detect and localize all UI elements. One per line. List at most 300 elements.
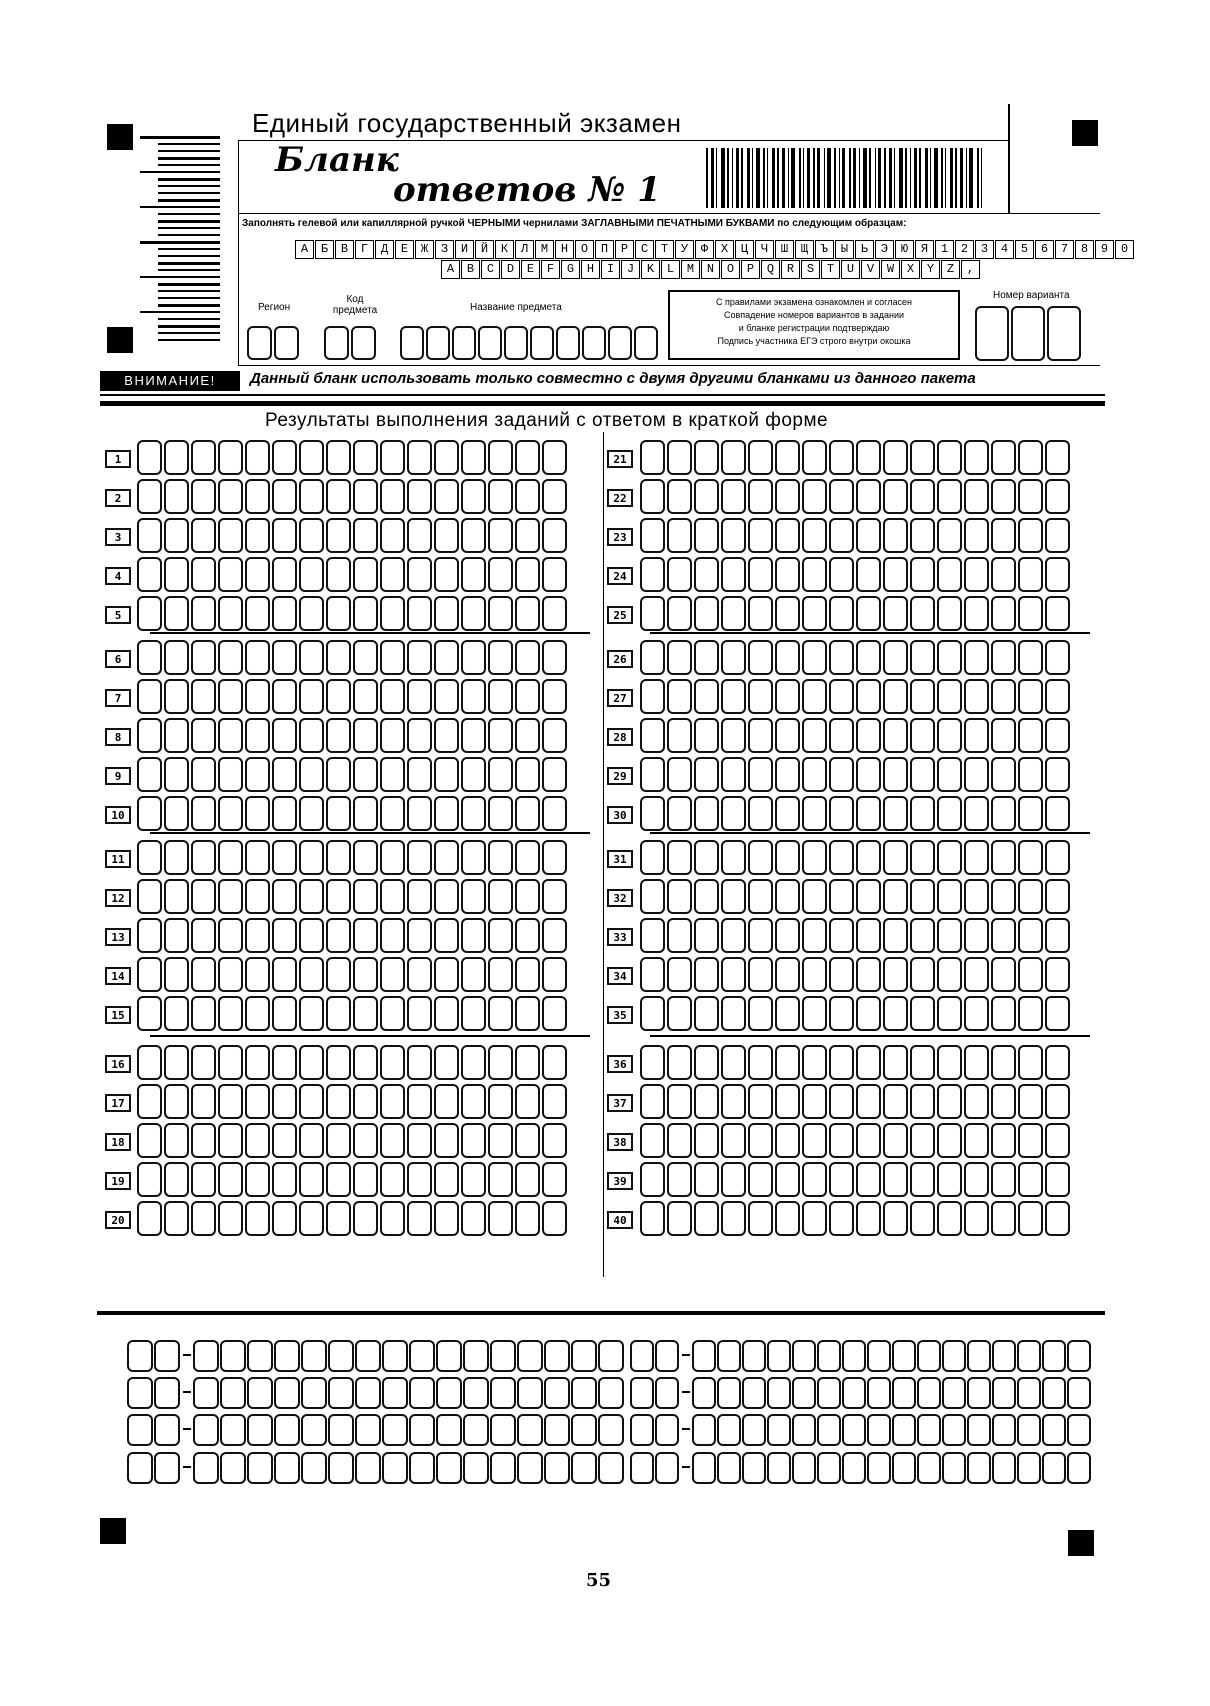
replace-cell[interactable] xyxy=(301,1377,327,1409)
answer-cell[interactable] xyxy=(694,1045,719,1080)
answer-cell[interactable] xyxy=(272,679,297,714)
answer-cell[interactable] xyxy=(407,879,432,914)
replace-cell[interactable] xyxy=(220,1340,246,1372)
answer-cell[interactable] xyxy=(137,640,162,675)
answer-cell[interactable] xyxy=(137,996,162,1031)
answer-cell[interactable] xyxy=(1018,996,1043,1031)
answer-cell[interactable] xyxy=(137,957,162,992)
replace-cell[interactable] xyxy=(571,1377,597,1409)
answer-cell[interactable] xyxy=(407,1201,432,1236)
answer-cell[interactable] xyxy=(137,1201,162,1236)
answer-cell[interactable] xyxy=(910,1045,935,1080)
replace-cell[interactable] xyxy=(490,1377,516,1409)
replace-cell[interactable] xyxy=(127,1340,153,1372)
answer-cell[interactable] xyxy=(991,440,1016,475)
answer-cell[interactable] xyxy=(856,1201,881,1236)
answer-cell[interactable] xyxy=(640,1084,665,1119)
replace-cell[interactable] xyxy=(817,1340,841,1372)
answer-cell[interactable] xyxy=(380,596,405,631)
answer-cell[interactable] xyxy=(164,840,189,875)
answer-cell[interactable] xyxy=(640,718,665,753)
answer-cell[interactable] xyxy=(802,557,827,592)
replace-cell[interactable] xyxy=(717,1377,741,1409)
answer-cell[interactable] xyxy=(164,679,189,714)
answer-cell[interactable] xyxy=(380,918,405,953)
answer-cell[interactable] xyxy=(218,557,243,592)
answer-cell[interactable] xyxy=(910,996,935,1031)
answer-cell[interactable] xyxy=(667,640,692,675)
answer-cell[interactable] xyxy=(640,596,665,631)
answer-cell[interactable] xyxy=(191,1123,216,1158)
replace-cell[interactable] xyxy=(355,1340,381,1372)
answer-cell[interactable] xyxy=(829,479,854,514)
answer-cell[interactable] xyxy=(775,1201,800,1236)
replace-cell[interactable] xyxy=(382,1452,408,1484)
answer-cell[interactable] xyxy=(461,640,486,675)
answer-cell[interactable] xyxy=(515,796,540,831)
answer-cell[interactable] xyxy=(542,1084,567,1119)
answer-cell[interactable] xyxy=(380,518,405,553)
answer-cell[interactable] xyxy=(137,879,162,914)
answer-cell[interactable] xyxy=(883,757,908,792)
answer-cell[interactable] xyxy=(991,1201,1016,1236)
answer-cell[interactable] xyxy=(964,518,989,553)
answer-cell[interactable] xyxy=(802,479,827,514)
answer-cell[interactable] xyxy=(407,1162,432,1197)
answer-cell[interactable] xyxy=(1045,1084,1070,1119)
answer-cell[interactable] xyxy=(829,1201,854,1236)
replace-cell[interactable] xyxy=(892,1377,916,1409)
replace-cell[interactable] xyxy=(767,1377,791,1409)
answer-cell[interactable] xyxy=(299,757,324,792)
answer-cell[interactable] xyxy=(461,1045,486,1080)
answer-cell[interactable] xyxy=(1045,957,1070,992)
replace-cell[interactable] xyxy=(792,1377,816,1409)
answer-cell[interactable] xyxy=(272,1123,297,1158)
answer-cell[interactable] xyxy=(856,679,881,714)
answer-cell[interactable] xyxy=(964,596,989,631)
replace-cell[interactable] xyxy=(1017,1452,1041,1484)
answer-cell[interactable] xyxy=(721,718,746,753)
answer-cell[interactable] xyxy=(488,796,513,831)
answer-cell[interactable] xyxy=(326,557,351,592)
answer-cell[interactable] xyxy=(856,1123,881,1158)
replace-cell[interactable] xyxy=(942,1377,966,1409)
answer-cell[interactable] xyxy=(542,640,567,675)
answer-cell[interactable] xyxy=(991,879,1016,914)
answer-cell[interactable] xyxy=(1018,1162,1043,1197)
answer-cell[interactable] xyxy=(218,479,243,514)
answer-cell[interactable] xyxy=(937,1162,962,1197)
replace-cell[interactable] xyxy=(571,1452,597,1484)
replace-cell[interactable] xyxy=(767,1414,791,1446)
answer-cell[interactable] xyxy=(667,1084,692,1119)
answer-cell[interactable] xyxy=(802,879,827,914)
answer-cell[interactable] xyxy=(407,557,432,592)
answer-cell[interactable] xyxy=(326,757,351,792)
replace-cell[interactable] xyxy=(917,1377,941,1409)
replace-cell[interactable] xyxy=(742,1377,766,1409)
answer-cell[interactable] xyxy=(829,440,854,475)
answer-cell[interactable] xyxy=(694,796,719,831)
answer-cell[interactable] xyxy=(748,879,773,914)
answer-cell[interactable] xyxy=(191,996,216,1031)
answer-cell[interactable] xyxy=(434,596,459,631)
answer-cell[interactable] xyxy=(191,957,216,992)
answer-cell[interactable] xyxy=(272,1201,297,1236)
answer-cell[interactable] xyxy=(991,1162,1016,1197)
answer-cell[interactable] xyxy=(299,518,324,553)
variant-cell[interactable] xyxy=(1047,306,1081,361)
answer-cell[interactable] xyxy=(721,996,746,1031)
replace-cell[interactable] xyxy=(717,1452,741,1484)
answer-cell[interactable] xyxy=(461,596,486,631)
answer-cell[interactable] xyxy=(721,918,746,953)
replace-cell[interactable] xyxy=(193,1414,219,1446)
replace-cell[interactable] xyxy=(767,1452,791,1484)
answer-cell[interactable] xyxy=(856,879,881,914)
answer-cell[interactable] xyxy=(461,557,486,592)
answer-cell[interactable] xyxy=(694,596,719,631)
replace-cell[interactable] xyxy=(274,1340,300,1372)
answer-cell[interactable] xyxy=(640,996,665,1031)
replace-cell[interactable] xyxy=(867,1340,891,1372)
answer-cell[interactable] xyxy=(856,918,881,953)
answer-cell[interactable] xyxy=(640,640,665,675)
answer-cell[interactable] xyxy=(721,557,746,592)
replace-cell[interactable] xyxy=(598,1340,624,1372)
replace-cell[interactable] xyxy=(792,1414,816,1446)
answer-cell[interactable] xyxy=(515,1162,540,1197)
answer-cell[interactable] xyxy=(245,1123,270,1158)
replace-cell[interactable] xyxy=(301,1414,327,1446)
answer-cell[interactable] xyxy=(937,996,962,1031)
answer-cell[interactable] xyxy=(272,557,297,592)
replace-cell[interactable] xyxy=(571,1414,597,1446)
answer-cell[interactable] xyxy=(721,1084,746,1119)
answer-cell[interactable] xyxy=(856,957,881,992)
replace-cell[interactable] xyxy=(630,1340,654,1372)
answer-cell[interactable] xyxy=(910,796,935,831)
answer-cell[interactable] xyxy=(191,518,216,553)
answer-cell[interactable] xyxy=(299,557,324,592)
answer-cell[interactable] xyxy=(137,557,162,592)
answer-cell[interactable] xyxy=(380,996,405,1031)
answer-cell[interactable] xyxy=(164,957,189,992)
answer-cell[interactable] xyxy=(1018,596,1043,631)
answer-cell[interactable] xyxy=(245,957,270,992)
subject-code-cell[interactable] xyxy=(324,326,349,360)
answer-cell[interactable] xyxy=(694,1123,719,1158)
answer-cell[interactable] xyxy=(407,640,432,675)
answer-cell[interactable] xyxy=(461,996,486,1031)
answer-cell[interactable] xyxy=(937,1045,962,1080)
answer-cell[interactable] xyxy=(937,957,962,992)
answer-cell[interactable] xyxy=(164,518,189,553)
answer-cell[interactable] xyxy=(488,440,513,475)
answer-cell[interactable] xyxy=(667,1162,692,1197)
answer-cell[interactable] xyxy=(461,679,486,714)
answer-cell[interactable] xyxy=(137,1123,162,1158)
answer-cell[interactable] xyxy=(667,796,692,831)
answer-cell[interactable] xyxy=(856,1084,881,1119)
answer-cell[interactable] xyxy=(802,1084,827,1119)
answer-cell[interactable] xyxy=(694,440,719,475)
answer-cell[interactable] xyxy=(748,996,773,1031)
answer-cell[interactable] xyxy=(910,1201,935,1236)
answer-cell[interactable] xyxy=(353,596,378,631)
answer-cell[interactable] xyxy=(380,840,405,875)
answer-cell[interactable] xyxy=(829,1084,854,1119)
answer-cell[interactable] xyxy=(353,1045,378,1080)
replace-cell[interactable] xyxy=(544,1414,570,1446)
answer-cell[interactable] xyxy=(461,1201,486,1236)
replace-cell[interactable] xyxy=(1067,1377,1091,1409)
answer-cell[interactable] xyxy=(326,957,351,992)
answer-cell[interactable] xyxy=(937,518,962,553)
answer-cell[interactable] xyxy=(353,479,378,514)
answer-cell[interactable] xyxy=(488,1123,513,1158)
answer-cell[interactable] xyxy=(407,679,432,714)
answer-cell[interactable] xyxy=(937,840,962,875)
answer-cell[interactable] xyxy=(964,1123,989,1158)
answer-cell[interactable] xyxy=(1018,1123,1043,1158)
replace-cell[interactable] xyxy=(154,1340,180,1372)
answer-cell[interactable] xyxy=(721,518,746,553)
answer-cell[interactable] xyxy=(380,640,405,675)
answer-cell[interactable] xyxy=(515,879,540,914)
answer-cell[interactable] xyxy=(272,1162,297,1197)
answer-cell[interactable] xyxy=(964,1045,989,1080)
answer-cell[interactable] xyxy=(542,1123,567,1158)
answer-cell[interactable] xyxy=(721,440,746,475)
answer-cell[interactable] xyxy=(137,1162,162,1197)
answer-cell[interactable] xyxy=(488,957,513,992)
replace-cell[interactable] xyxy=(409,1414,435,1446)
answer-cell[interactable] xyxy=(218,757,243,792)
answer-cell[interactable] xyxy=(640,879,665,914)
answer-cell[interactable] xyxy=(694,1201,719,1236)
replace-cell[interactable] xyxy=(220,1377,246,1409)
replace-cell[interactable] xyxy=(692,1377,716,1409)
answer-cell[interactable] xyxy=(272,1045,297,1080)
answer-cell[interactable] xyxy=(137,796,162,831)
replace-cell[interactable] xyxy=(655,1377,679,1409)
answer-cell[interactable] xyxy=(667,918,692,953)
answer-cell[interactable] xyxy=(461,957,486,992)
replace-cell[interactable] xyxy=(967,1414,991,1446)
answer-cell[interactable] xyxy=(434,1045,459,1080)
replace-cell[interactable] xyxy=(382,1340,408,1372)
answer-cell[interactable] xyxy=(829,1162,854,1197)
answer-cell[interactable] xyxy=(991,1045,1016,1080)
subject-code-cell[interactable] xyxy=(351,326,376,360)
answer-cell[interactable] xyxy=(191,596,216,631)
answer-cell[interactable] xyxy=(326,596,351,631)
answer-cell[interactable] xyxy=(407,518,432,553)
answer-cell[interactable] xyxy=(245,1045,270,1080)
answer-cell[interactable] xyxy=(1045,479,1070,514)
answer-cell[interactable] xyxy=(218,440,243,475)
answer-cell[interactable] xyxy=(748,757,773,792)
replace-cell[interactable] xyxy=(942,1340,966,1372)
answer-cell[interactable] xyxy=(353,518,378,553)
answer-cell[interactable] xyxy=(1045,640,1070,675)
answer-cell[interactable] xyxy=(937,679,962,714)
answer-cell[interactable] xyxy=(883,796,908,831)
replace-cell[interactable] xyxy=(817,1414,841,1446)
answer-cell[interactable] xyxy=(856,840,881,875)
answer-cell[interactable] xyxy=(326,796,351,831)
answer-cell[interactable] xyxy=(164,1162,189,1197)
answer-cell[interactable] xyxy=(802,1123,827,1158)
answer-cell[interactable] xyxy=(191,1084,216,1119)
replace-cell[interactable] xyxy=(992,1377,1016,1409)
answer-cell[interactable] xyxy=(542,918,567,953)
answer-cell[interactable] xyxy=(407,1084,432,1119)
answer-cell[interactable] xyxy=(164,479,189,514)
replace-cell[interactable] xyxy=(630,1377,654,1409)
replace-cell[interactable] xyxy=(767,1340,791,1372)
answer-cell[interactable] xyxy=(272,518,297,553)
answer-cell[interactable] xyxy=(434,518,459,553)
answer-cell[interactable] xyxy=(245,840,270,875)
answer-cell[interactable] xyxy=(937,879,962,914)
answer-cell[interactable] xyxy=(991,796,1016,831)
replace-cell[interactable] xyxy=(1067,1340,1091,1372)
answer-cell[interactable] xyxy=(461,757,486,792)
answer-cell[interactable] xyxy=(272,1084,297,1119)
answer-cell[interactable] xyxy=(964,996,989,1031)
answer-cell[interactable] xyxy=(640,1123,665,1158)
answer-cell[interactable] xyxy=(640,679,665,714)
answer-cell[interactable] xyxy=(775,796,800,831)
replace-cell[interactable] xyxy=(193,1377,219,1409)
replace-cell[interactable] xyxy=(598,1452,624,1484)
subject-name-cell[interactable] xyxy=(582,326,606,360)
answer-cell[interactable] xyxy=(353,757,378,792)
answer-cell[interactable] xyxy=(1018,918,1043,953)
answer-cell[interactable] xyxy=(640,918,665,953)
answer-cell[interactable] xyxy=(640,840,665,875)
answer-cell[interactable] xyxy=(353,679,378,714)
answer-cell[interactable] xyxy=(667,840,692,875)
answer-cell[interactable] xyxy=(640,479,665,514)
answer-cell[interactable] xyxy=(667,440,692,475)
answer-cell[interactable] xyxy=(326,1201,351,1236)
replace-cell[interactable] xyxy=(328,1340,354,1372)
answer-cell[interactable] xyxy=(137,757,162,792)
answer-cell[interactable] xyxy=(299,879,324,914)
answer-cell[interactable] xyxy=(748,479,773,514)
answer-cell[interactable] xyxy=(461,918,486,953)
answer-cell[interactable] xyxy=(272,640,297,675)
replace-cell[interactable] xyxy=(409,1340,435,1372)
answer-cell[interactable] xyxy=(461,796,486,831)
replace-cell[interactable] xyxy=(792,1340,816,1372)
replace-cell[interactable] xyxy=(742,1414,766,1446)
answer-cell[interactable] xyxy=(407,918,432,953)
replace-cell[interactable] xyxy=(792,1452,816,1484)
answer-cell[interactable] xyxy=(353,1123,378,1158)
answer-cell[interactable] xyxy=(1018,957,1043,992)
answer-cell[interactable] xyxy=(299,957,324,992)
region-cell[interactable] xyxy=(247,326,272,360)
replace-cell[interactable] xyxy=(692,1452,716,1484)
answer-cell[interactable] xyxy=(191,840,216,875)
answer-cell[interactable] xyxy=(299,1201,324,1236)
answer-cell[interactable] xyxy=(380,1123,405,1158)
answer-cell[interactable] xyxy=(937,918,962,953)
answer-cell[interactable] xyxy=(245,996,270,1031)
answer-cell[interactable] xyxy=(883,718,908,753)
answer-cell[interactable] xyxy=(829,718,854,753)
replace-cell[interactable] xyxy=(742,1340,766,1372)
answer-cell[interactable] xyxy=(434,1201,459,1236)
replace-cell[interactable] xyxy=(817,1452,841,1484)
answer-cell[interactable] xyxy=(721,679,746,714)
answer-cell[interactable] xyxy=(640,796,665,831)
answer-cell[interactable] xyxy=(191,918,216,953)
answer-cell[interactable] xyxy=(488,1084,513,1119)
answer-cell[interactable] xyxy=(775,679,800,714)
answer-cell[interactable] xyxy=(802,840,827,875)
replace-cell[interactable] xyxy=(355,1452,381,1484)
replace-cell[interactable] xyxy=(247,1377,273,1409)
answer-cell[interactable] xyxy=(434,796,459,831)
variant-cell[interactable] xyxy=(1011,306,1045,361)
replace-cell[interactable] xyxy=(842,1340,866,1372)
answer-cell[interactable] xyxy=(1018,479,1043,514)
answer-cell[interactable] xyxy=(802,679,827,714)
answer-cell[interactable] xyxy=(515,518,540,553)
answer-cell[interactable] xyxy=(829,840,854,875)
answer-cell[interactable] xyxy=(407,1123,432,1158)
answer-cell[interactable] xyxy=(937,1201,962,1236)
replace-cell[interactable] xyxy=(490,1340,516,1372)
answer-cell[interactable] xyxy=(748,679,773,714)
answer-cell[interactable] xyxy=(245,918,270,953)
answer-cell[interactable] xyxy=(937,796,962,831)
replace-cell[interactable] xyxy=(1067,1414,1091,1446)
answer-cell[interactable] xyxy=(910,1123,935,1158)
answer-cell[interactable] xyxy=(326,479,351,514)
answer-cell[interactable] xyxy=(1045,596,1070,631)
replace-cell[interactable] xyxy=(942,1414,966,1446)
answer-cell[interactable] xyxy=(829,1045,854,1080)
replace-cell[interactable] xyxy=(630,1414,654,1446)
answer-cell[interactable] xyxy=(326,718,351,753)
answer-cell[interactable] xyxy=(353,718,378,753)
answer-cell[interactable] xyxy=(191,757,216,792)
replace-cell[interactable] xyxy=(517,1452,543,1484)
variant-cell[interactable] xyxy=(975,306,1009,361)
answer-cell[interactable] xyxy=(748,640,773,675)
answer-cell[interactable] xyxy=(964,1162,989,1197)
replace-cell[interactable] xyxy=(967,1377,991,1409)
answer-cell[interactable] xyxy=(748,796,773,831)
answer-cell[interactable] xyxy=(667,479,692,514)
answer-cell[interactable] xyxy=(191,796,216,831)
answer-cell[interactable] xyxy=(910,718,935,753)
answer-cell[interactable] xyxy=(542,440,567,475)
answer-cell[interactable] xyxy=(667,757,692,792)
answer-cell[interactable] xyxy=(137,840,162,875)
replace-cell[interactable] xyxy=(1017,1377,1041,1409)
answer-cell[interactable] xyxy=(272,757,297,792)
answer-cell[interactable] xyxy=(353,840,378,875)
answer-cell[interactable] xyxy=(326,1123,351,1158)
